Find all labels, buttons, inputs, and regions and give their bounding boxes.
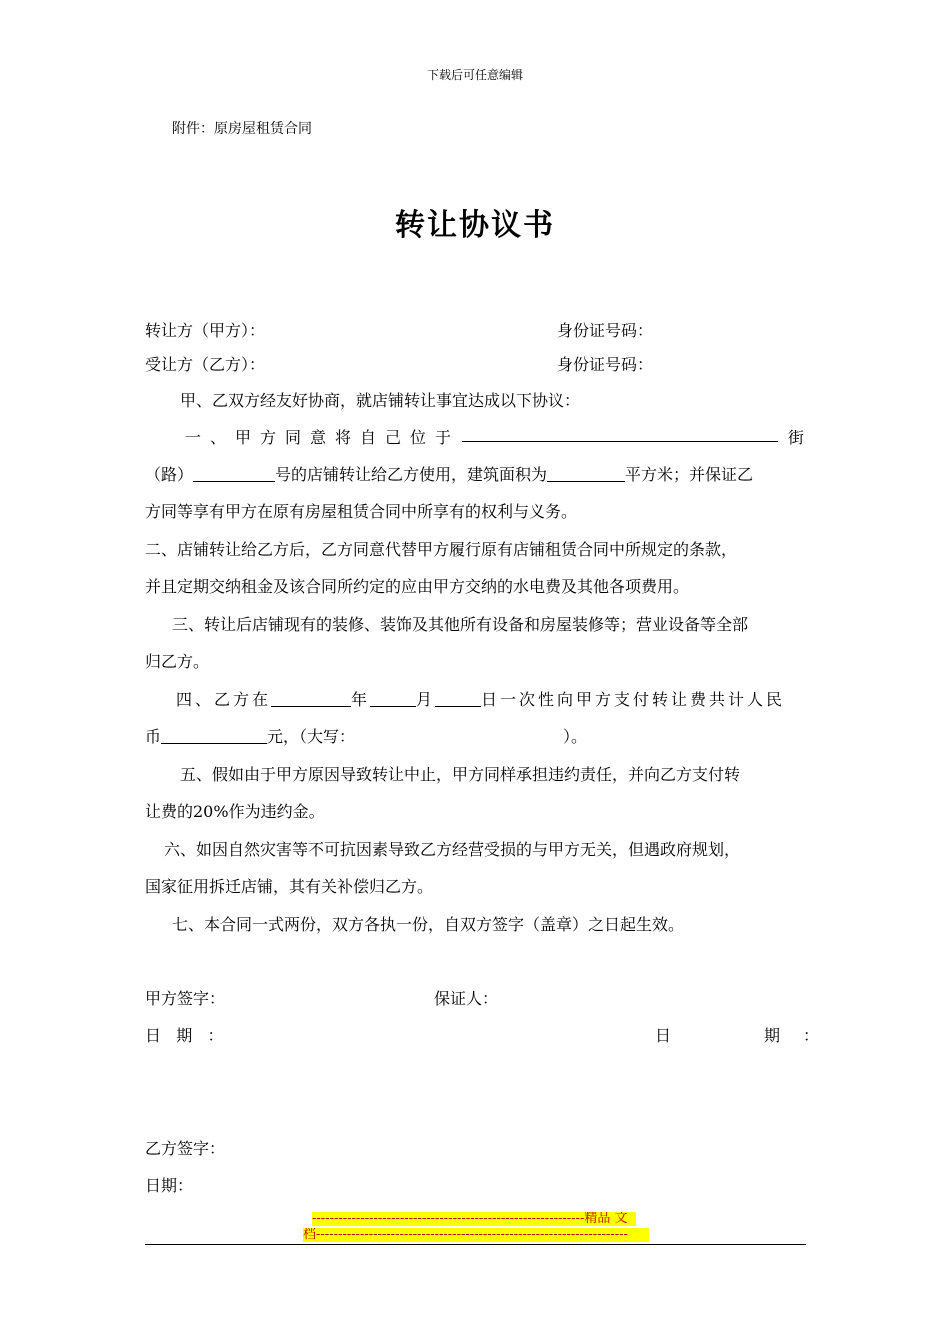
currency-label: 币 <box>145 727 162 746</box>
agreement-intro: 甲、乙双方经友好协商，就店铺转让事宜达成以下协议： <box>180 391 581 410</box>
month-blank <box>370 690 416 707</box>
party-b-signature-label: 乙方签字： <box>145 1139 226 1158</box>
number-blank <box>193 465 275 482</box>
attachment-note: 附件：原房屋租赁合同 <box>172 121 312 137</box>
area-blank <box>547 465 625 482</box>
clause-1-line-2 <box>145 462 753 485</box>
amount-blank <box>161 727 267 744</box>
month-label: 月 <box>416 690 436 709</box>
area-text: 号的店铺转让给乙方使用，建筑面积为 <box>275 465 548 484</box>
transferor-label: 转让方（甲方）： <box>145 321 266 340</box>
clause-3-line-2: 归乙方。 <box>145 652 210 671</box>
amount-close: ）。 <box>563 727 588 746</box>
party-a-date-label: 日 期 ： <box>145 1026 224 1045</box>
clause-1-line-3: 方同等享有甲方在原有房屋租赁合同中所享有的权利与义务。 <box>145 502 578 521</box>
location-blank <box>462 425 778 442</box>
document-title: 转让协议书 <box>395 208 555 243</box>
page-header-note: 下载后可任意编辑 <box>426 68 523 82</box>
party-b-date-label: 日期： <box>145 1176 194 1195</box>
clause-4-line-2 <box>145 724 587 747</box>
clause-3-line-1: 三、转让后店铺现有的装修、装饰及其他所有设备和房屋装修等；营业设备等全部 <box>172 615 749 634</box>
clause-4-text: 四、乙方在 <box>176 690 272 709</box>
clause-1-text: 一、甲方同意将自己位于 <box>185 428 461 447</box>
clause-6-line-2: 国家征用拆迁店铺，其有关补偿归乙方。 <box>145 877 434 896</box>
area-unit-text: 平方米；并保证乙 <box>625 465 754 484</box>
day-blank <box>435 690 481 707</box>
amount-words-label: 元，（大写： <box>267 727 356 746</box>
guarantor-date-char-2: 期 <box>764 1026 781 1045</box>
clause-2-line-1: 二、店铺转让给乙方后，乙方同意代替甲方履行原有店铺租赁合同中所规定的条款， <box>145 540 738 559</box>
guarantor-label: 保证人： <box>434 989 499 1008</box>
guarantor-date-char-1: 日 <box>655 1026 672 1045</box>
road-text: （路） <box>145 465 194 484</box>
year-label: 年 <box>351 690 371 709</box>
footer-band-line-1: --------------------------------------------------------------精品 文 <box>312 1212 636 1226</box>
transferee-label: 受让方（乙方）： <box>145 355 266 374</box>
clause-1-line-1 <box>145 425 806 448</box>
street-suffix: 街 <box>787 428 804 447</box>
clause-7-line-1: 七、本合同一式两份，双方各执一份，自双方签字（盖章）之日起生效。 <box>172 915 685 934</box>
clause-2-line-2: 并且定期交纳租金及该合同所约定的应由甲方交纳的水电费及其他各项费用。 <box>145 577 690 596</box>
transferee-id-label: 身份证号码： <box>557 355 654 374</box>
footer-band-line-2: 档----------------------------------------------------------------------- <box>303 1228 649 1242</box>
transferor-id-label: 身份证号码： <box>557 321 654 340</box>
clause-5-line-2: 让费的20%作为违约金。 <box>145 802 325 821</box>
clause-5-line-1: 五、假如由于甲方原因导致转让中止，甲方同样承担违约责任，并向乙方支付转 <box>180 765 741 784</box>
guarantor-date-colon: ： <box>803 1026 820 1045</box>
clause-4-line-1 <box>176 687 785 710</box>
clause-6-line-1: 六、如因自然灾害等不可抗因素导致乙方经营受损的与甲方无关，但遇政府规划， <box>164 840 741 859</box>
footer-rule <box>145 1244 806 1245</box>
year-blank <box>271 690 351 707</box>
payment-text: 日一次性向甲方支付转让费共计人民 <box>481 690 786 709</box>
party-a-signature-label: 甲方签字： <box>145 989 226 1008</box>
